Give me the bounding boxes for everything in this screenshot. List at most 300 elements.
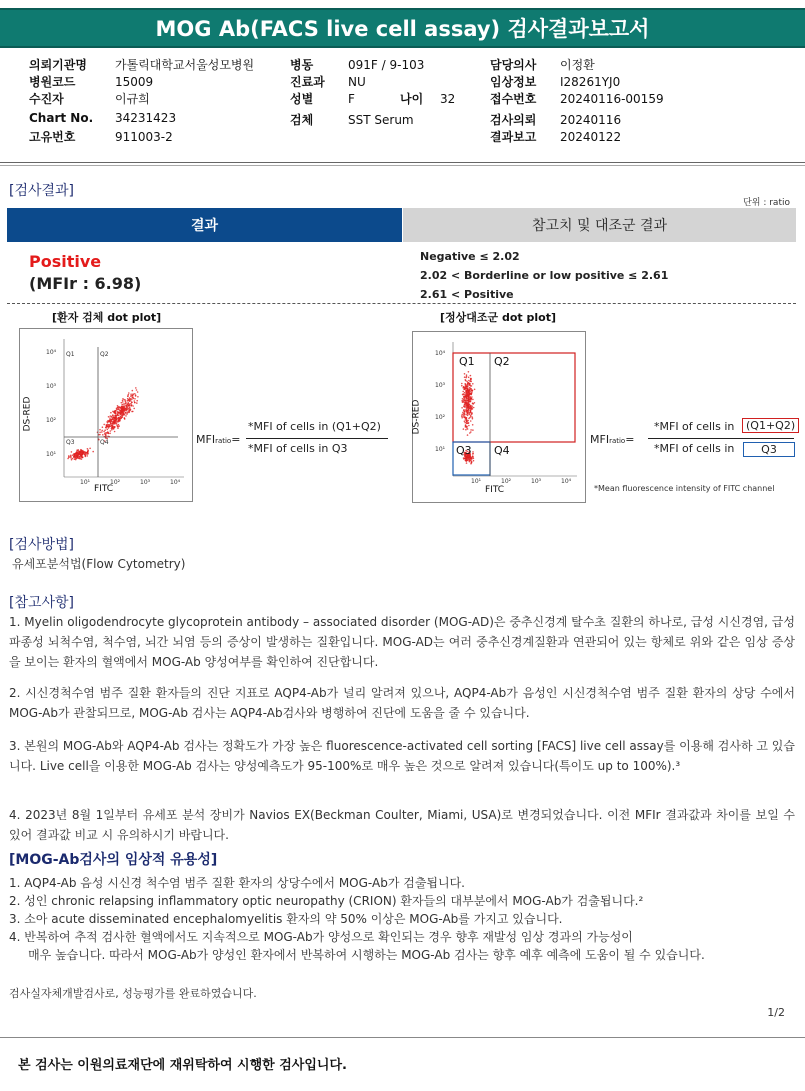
dot bbox=[68, 456, 70, 458]
dot bbox=[466, 462, 468, 464]
dot bbox=[99, 432, 101, 434]
dot bbox=[126, 409, 128, 411]
dot bbox=[472, 399, 474, 401]
q1-label: Q1 bbox=[66, 351, 75, 358]
footer-note: 본 검사는 이원의료재단에 재위탁하여 시행한 검사입니다. bbox=[18, 1058, 347, 1073]
dot bbox=[466, 391, 468, 393]
dot bbox=[116, 408, 118, 410]
info-value: NU bbox=[348, 75, 366, 89]
dot bbox=[113, 418, 115, 420]
dot bbox=[113, 428, 115, 430]
dot bbox=[125, 412, 127, 414]
dot bbox=[86, 455, 88, 457]
dot bbox=[127, 405, 129, 407]
x-tick: 10⁴ bbox=[170, 479, 181, 486]
y-tick: 10⁴ bbox=[46, 349, 57, 356]
dot bbox=[132, 397, 134, 399]
dot bbox=[468, 390, 470, 392]
dot bbox=[110, 415, 112, 417]
dot bbox=[83, 451, 85, 453]
dot bbox=[105, 427, 107, 429]
dot bbox=[467, 383, 469, 385]
dot bbox=[121, 402, 123, 404]
dot bbox=[465, 414, 467, 416]
fraction-bar bbox=[648, 438, 794, 439]
dot bbox=[127, 398, 129, 400]
dot bbox=[470, 381, 472, 383]
dot bbox=[120, 418, 122, 420]
q2-label: Q2 bbox=[494, 355, 510, 368]
dot bbox=[82, 457, 84, 459]
dot bbox=[470, 375, 472, 377]
header-divider bbox=[0, 162, 805, 166]
dot bbox=[463, 428, 465, 430]
dot bbox=[130, 400, 132, 402]
dot bbox=[108, 424, 110, 426]
dot bbox=[106, 425, 108, 427]
dot bbox=[101, 431, 103, 433]
dot bbox=[80, 455, 82, 457]
dot bbox=[118, 417, 120, 419]
dot bbox=[133, 408, 135, 410]
dot bbox=[470, 409, 472, 411]
dot bbox=[128, 405, 130, 407]
dot bbox=[89, 448, 91, 450]
dot bbox=[473, 460, 475, 462]
dot bbox=[118, 424, 120, 426]
dot bbox=[109, 417, 111, 419]
dot bbox=[467, 389, 469, 391]
dot bbox=[132, 405, 134, 407]
dot bbox=[71, 459, 73, 461]
result-divider bbox=[7, 303, 796, 304]
formula-mfi: MFI bbox=[590, 433, 610, 446]
clinical-item: 4. 반복하여 추적 검사한 혈액에서도 지속적으로 MOG-Ab가 양성으로 확인되는 경우 향후 재발성 임상 경과의 가능성이 bbox=[9, 930, 633, 944]
q3-box: Q3 bbox=[743, 442, 795, 457]
y-tick: 10¹ bbox=[46, 451, 57, 458]
dot bbox=[465, 403, 467, 405]
dot bbox=[474, 402, 476, 404]
dot bbox=[468, 377, 470, 379]
patient-formula bbox=[196, 418, 396, 458]
dot bbox=[472, 424, 474, 426]
dot bbox=[464, 411, 466, 413]
clinical-item: 2. 성인 chronic relapsing inflammatory optic neuropathy (CRION) 환자들의 대부분에서 MOG-Ab가 검출됩니다.² bbox=[9, 894, 644, 908]
info-label: 수진자 bbox=[29, 92, 64, 106]
x-tick: 10¹ bbox=[80, 479, 91, 486]
dot bbox=[466, 381, 468, 383]
info-value: 911003-2 bbox=[115, 130, 173, 144]
x-tick: 10³ bbox=[531, 478, 542, 485]
dot bbox=[467, 386, 469, 388]
dot bbox=[469, 432, 471, 434]
dot bbox=[461, 407, 463, 409]
method-title: [검사방법] bbox=[9, 537, 75, 553]
dot bbox=[470, 411, 472, 413]
x-axis-label: FITC bbox=[94, 484, 114, 494]
dot bbox=[461, 383, 463, 385]
age-value: 32 bbox=[440, 92, 456, 106]
info-label: 담당의사 bbox=[490, 58, 537, 72]
dot bbox=[119, 411, 121, 413]
dot bbox=[109, 433, 111, 435]
ref-positive: 2.61 < Positive bbox=[420, 288, 514, 301]
dot bbox=[85, 454, 87, 456]
dot bbox=[73, 453, 75, 455]
formula-numerator: *MFI of cells in (Q1+Q2) bbox=[248, 420, 381, 433]
dot bbox=[464, 422, 466, 424]
dot bbox=[112, 411, 114, 413]
dot bbox=[85, 456, 87, 458]
dot bbox=[470, 420, 472, 422]
dot bbox=[103, 424, 105, 426]
result-value: Positive bbox=[29, 252, 102, 271]
dot bbox=[99, 434, 101, 436]
dot bbox=[127, 402, 129, 404]
dot bbox=[474, 389, 476, 391]
clinical-list bbox=[9, 874, 799, 964]
x-tick: 10² bbox=[501, 478, 512, 485]
info-label: Chart No. bbox=[29, 111, 94, 125]
dot bbox=[102, 434, 104, 436]
note-3: 3. 본원의 MOG-Ab와 AQP4-Ab 검사는 정확도가 가장 높은 fluorescence-activated cell sorting [FACS] live cell assay를 이용해 검사하 고 있습니다. Live cell을 이용한 MOG-Ab 검사는 양성예측도가 95-100%로 매우 높은 것으로 알려져 있습니다(특이도 up to 100%).³ bbox=[9, 739, 795, 773]
dot bbox=[123, 414, 125, 416]
dot bbox=[117, 412, 119, 414]
dot bbox=[470, 429, 472, 431]
dot bbox=[461, 400, 463, 402]
dot bbox=[108, 416, 110, 418]
formula-denominator: *MFI of cells in bbox=[654, 442, 735, 455]
dot bbox=[110, 421, 112, 423]
page-number: 1/2 bbox=[767, 1006, 785, 1019]
dot bbox=[117, 414, 119, 416]
dot bbox=[111, 428, 113, 430]
info-value: 091F / 9-103 bbox=[348, 58, 425, 72]
info-value: F bbox=[348, 92, 355, 106]
dot bbox=[473, 458, 475, 460]
dot bbox=[463, 386, 465, 388]
dot bbox=[84, 451, 86, 453]
dot bbox=[462, 412, 464, 414]
dot bbox=[470, 379, 472, 381]
y-tick: 10² bbox=[46, 417, 57, 424]
dot bbox=[79, 457, 81, 459]
dot bbox=[465, 389, 467, 391]
dot bbox=[470, 394, 472, 396]
dot bbox=[130, 409, 132, 411]
ref-negative: Negative ≤ 2.02 bbox=[420, 250, 520, 263]
dot bbox=[87, 449, 89, 451]
dot bbox=[130, 405, 132, 407]
reference-ranges bbox=[420, 247, 668, 304]
dot bbox=[466, 410, 468, 412]
dot bbox=[70, 455, 72, 457]
clinical-title: [MOG-Ab검사의 임상적 유용성] bbox=[9, 852, 218, 868]
x-axis-label: FITC bbox=[485, 485, 505, 495]
dot bbox=[112, 415, 114, 417]
dot bbox=[464, 420, 466, 422]
dot bbox=[110, 412, 112, 414]
fraction-bar bbox=[246, 438, 388, 439]
dot bbox=[472, 429, 474, 431]
dot bbox=[472, 455, 474, 457]
dot bbox=[467, 393, 469, 395]
dot bbox=[136, 402, 138, 404]
footnote: *Mean fluorescence intensity of FITC channel bbox=[594, 484, 775, 493]
dot bbox=[471, 462, 473, 464]
dot bbox=[129, 407, 131, 409]
dot bbox=[467, 412, 469, 414]
dot bbox=[122, 401, 124, 403]
dot bbox=[131, 402, 133, 404]
dot bbox=[466, 376, 468, 378]
y-axis-label: DS-RED bbox=[411, 399, 422, 435]
dot bbox=[467, 434, 469, 436]
dot bbox=[111, 421, 113, 423]
age-label: 나이 bbox=[400, 92, 424, 106]
info-value: 15009 bbox=[115, 75, 154, 89]
dot bbox=[108, 426, 110, 428]
q3-label: Q3 bbox=[456, 444, 472, 457]
patient-dot-plot bbox=[19, 328, 193, 502]
info-value: 이정환 bbox=[560, 58, 595, 72]
info-value: 20240116-00159 bbox=[560, 92, 664, 106]
formula-lhs: MFIratio= bbox=[590, 433, 635, 446]
q4-label: Q4 bbox=[100, 439, 109, 446]
formula-mfi: MFI bbox=[196, 433, 216, 446]
dot bbox=[112, 424, 114, 426]
dot bbox=[104, 429, 106, 431]
dot bbox=[74, 455, 76, 457]
patient-points bbox=[67, 387, 138, 460]
dot bbox=[127, 396, 129, 398]
q1q2-box: (Q1+Q2) bbox=[742, 418, 799, 433]
dot bbox=[467, 428, 469, 430]
dot bbox=[107, 422, 109, 424]
info-col1 bbox=[29, 56, 279, 145]
dot bbox=[101, 430, 103, 432]
info-label: 검체 bbox=[290, 113, 314, 127]
mfi-ratio: (MFIr : 6.98) bbox=[29, 274, 142, 293]
dot bbox=[135, 387, 137, 389]
dot bbox=[76, 456, 78, 458]
dot bbox=[124, 418, 126, 420]
clinical-item: 매우 높습니다. 따라서 MOG-Ab가 양성인 환자에서 반복하여 시행하는 MOG-Ab 검사는 향후 예후 예측에 도움이 될 수 있습니다. bbox=[9, 948, 705, 962]
dot bbox=[464, 413, 466, 415]
dot bbox=[131, 398, 133, 400]
dot bbox=[463, 399, 465, 401]
control-formula bbox=[590, 418, 800, 462]
dot bbox=[136, 400, 138, 402]
info-label: 의뢰기관명 bbox=[29, 58, 87, 72]
y-tick: 10³ bbox=[435, 382, 446, 389]
dot bbox=[127, 410, 129, 412]
dot bbox=[122, 400, 124, 402]
info-value: 20240122 bbox=[560, 130, 622, 144]
result-section-title: [검사결과] bbox=[9, 183, 75, 199]
report-title: MOG Ab(FACS live cell assay) 검사결과보고서 bbox=[0, 8, 805, 48]
dot bbox=[469, 389, 471, 391]
dot bbox=[465, 383, 467, 385]
dot bbox=[92, 451, 94, 453]
dot bbox=[472, 402, 474, 404]
dot bbox=[470, 460, 472, 462]
dot bbox=[464, 406, 466, 408]
info-label: 병원코드 bbox=[29, 75, 76, 89]
dot bbox=[463, 457, 465, 459]
dot bbox=[115, 410, 117, 412]
dot bbox=[468, 371, 470, 373]
dot bbox=[115, 413, 117, 415]
dot bbox=[464, 376, 466, 378]
dot bbox=[120, 413, 122, 415]
dot bbox=[469, 417, 471, 419]
q3-label: Q3 bbox=[66, 439, 75, 446]
dot bbox=[70, 457, 72, 459]
y-tick: 10⁴ bbox=[435, 350, 446, 357]
control-plot-title: [정상대조군 dot plot] bbox=[440, 311, 556, 324]
dot bbox=[128, 392, 130, 394]
info-label: 결과보고 bbox=[490, 130, 537, 144]
formula-numerator: *MFI of cells in bbox=[654, 420, 735, 433]
unit-label: 단위 : ratio bbox=[743, 198, 790, 208]
dot bbox=[116, 417, 118, 419]
dot bbox=[107, 420, 109, 422]
notes-title: [참고사항] bbox=[9, 595, 75, 611]
dot bbox=[102, 426, 104, 428]
dot bbox=[134, 400, 136, 402]
info-label: 병동 bbox=[290, 58, 314, 72]
dot bbox=[118, 425, 120, 427]
dot bbox=[119, 419, 121, 421]
dot bbox=[465, 379, 467, 381]
dot bbox=[469, 387, 471, 389]
x-tick: 10¹ bbox=[471, 478, 482, 485]
patient-plot-title: [환자 검체 dot plot] bbox=[52, 311, 162, 324]
info-col3 bbox=[490, 56, 710, 145]
dot bbox=[86, 452, 88, 454]
dot bbox=[117, 405, 119, 407]
info-value: 가톨릭대학교서울성모병원 bbox=[115, 58, 255, 72]
dot bbox=[467, 423, 469, 425]
dot bbox=[129, 397, 131, 399]
info-value: SST Serum bbox=[348, 113, 414, 127]
formula-sub: ratio bbox=[609, 437, 626, 445]
dot bbox=[111, 426, 113, 428]
dot bbox=[466, 459, 468, 461]
dot bbox=[80, 451, 82, 453]
dot bbox=[463, 414, 465, 416]
reference-header: 참고치 및 대조군 결과 bbox=[403, 208, 796, 242]
dot bbox=[99, 429, 101, 431]
dot bbox=[125, 415, 127, 417]
dot bbox=[107, 429, 109, 431]
note-2: 2. 시신경척수염 범주 질환 환자들의 진단 지표로 AQP4-Ab가 널리 알려져 있으나, AQP4-Ab가 음성인 시신경척수염 범주 질환 환자의 상당 수에서 MOG-Ab가 관찰되므로, MOG-Ab 검사는 AQP4-Ab검사와 병행하여 진단에 도움을 줄 수 있습니다. bbox=[9, 686, 795, 720]
dot bbox=[121, 411, 123, 413]
q2-label: Q2 bbox=[100, 351, 109, 358]
dot bbox=[461, 415, 463, 417]
dot bbox=[464, 373, 466, 375]
dot bbox=[76, 451, 78, 453]
dot bbox=[116, 419, 118, 421]
note-1: 1. Myelin oligodendrocyte glycoprotein antibody – associated disorder (MOG-AD)은 중추신경계 탈수초 질환의 하나로, 급성 시신경염, 급성파종성 뇌척수염, 척수염, 뇌간 뇌염 등의 증상이 발생하는 질환입니다. MOG-AD는 여러 중추신경계질환과 연관되어 있는 항체로 위와 같은 임상 증상을 보이는 환자의 혈액에서 MOG-Ab 양성여부를 확인하여 진단합니다. bbox=[9, 615, 795, 669]
dot bbox=[134, 398, 136, 400]
note-4: 4. 2023년 8월 1일부터 유세포 분석 장비가 Navios EX(Beckman Coulter, Miami, USA)로 변경되었습니다. 이전 MFIr 결과값과 차이를 보일 수 있어 결과값 비교 시 유의하시기 바랍니다. bbox=[9, 808, 795, 842]
dot bbox=[472, 416, 474, 418]
dot bbox=[465, 387, 467, 389]
dot bbox=[79, 453, 81, 455]
x-tick: 10⁴ bbox=[561, 478, 572, 485]
footer-divider bbox=[0, 1037, 805, 1038]
dot bbox=[114, 431, 116, 433]
dot bbox=[117, 426, 119, 428]
dot bbox=[127, 412, 129, 414]
dot bbox=[119, 410, 121, 412]
x-tick: 10³ bbox=[140, 479, 151, 486]
formula-sub: ratio bbox=[215, 437, 232, 445]
dot bbox=[126, 407, 128, 409]
dot bbox=[466, 418, 468, 420]
formula-lhs: MFIratio= bbox=[196, 433, 241, 446]
dot bbox=[465, 429, 467, 431]
info-label: 고유번호 bbox=[29, 130, 76, 144]
dot bbox=[471, 389, 473, 391]
dot bbox=[112, 418, 114, 420]
info-col2 bbox=[290, 56, 470, 128]
dot bbox=[136, 389, 138, 391]
dot bbox=[87, 453, 89, 455]
dot bbox=[125, 402, 127, 404]
y-axis-label: DS-RED bbox=[22, 396, 33, 432]
dot bbox=[468, 403, 470, 405]
dot bbox=[461, 414, 463, 416]
dot bbox=[467, 415, 469, 417]
dot bbox=[472, 418, 474, 420]
dot bbox=[107, 432, 109, 434]
dot bbox=[470, 385, 472, 387]
dot bbox=[467, 420, 469, 422]
dot bbox=[114, 426, 116, 428]
info-label: 검사의뢰 bbox=[490, 113, 537, 127]
dot bbox=[461, 417, 463, 419]
dot bbox=[130, 393, 132, 395]
dot bbox=[123, 412, 125, 414]
q4-label: Q4 bbox=[494, 444, 510, 457]
dot bbox=[471, 398, 473, 400]
x-tick: 10² bbox=[110, 479, 121, 486]
dot bbox=[115, 421, 117, 423]
dot bbox=[132, 395, 134, 397]
dot bbox=[110, 419, 112, 421]
dot bbox=[468, 425, 470, 427]
dot bbox=[132, 393, 134, 395]
dot bbox=[105, 432, 107, 434]
dot bbox=[126, 413, 128, 415]
clinical-item: 1. AQP4-Ab 음성 시신경 척수염 범주 질환 환자의 상당수에서 MOG-Ab가 검출됩니다. bbox=[9, 876, 465, 890]
dot bbox=[71, 451, 73, 453]
y-tick: 10³ bbox=[46, 383, 57, 390]
info-value: 34231423 bbox=[115, 111, 177, 125]
dot bbox=[81, 453, 83, 455]
dot bbox=[134, 393, 136, 395]
dot bbox=[122, 407, 124, 409]
control-dot-plot bbox=[412, 331, 586, 503]
dot bbox=[462, 391, 464, 393]
dot bbox=[76, 457, 78, 459]
dot bbox=[131, 411, 133, 413]
dot bbox=[110, 430, 112, 432]
dot bbox=[470, 407, 472, 409]
